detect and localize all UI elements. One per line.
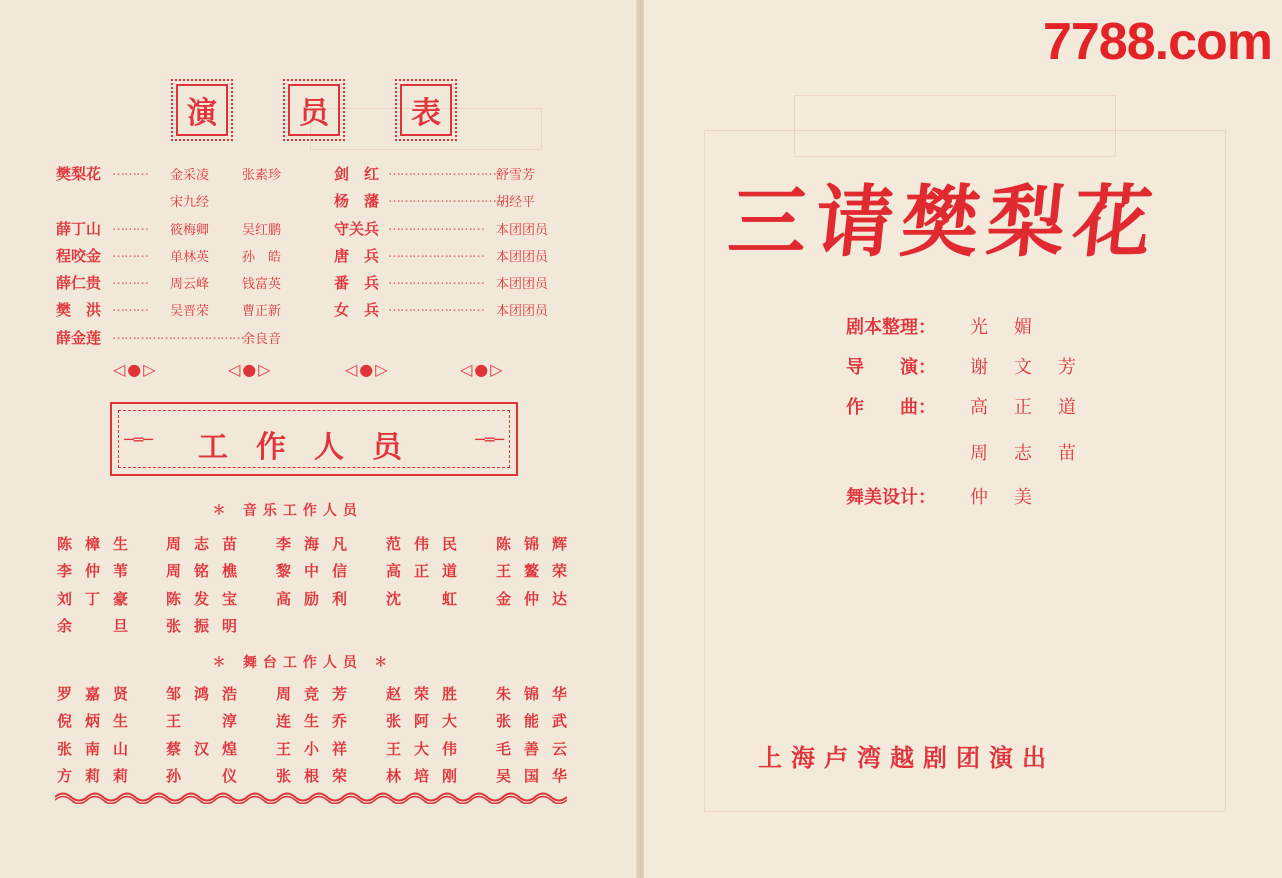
bullet-icon: ✽ xyxy=(212,503,243,519)
staff-name: 倪炳生 xyxy=(57,712,142,730)
cast-actor: 本团团员 xyxy=(496,250,549,265)
staff-name: 高正道 xyxy=(386,562,471,580)
staff-name: 刘丁豪 xyxy=(57,590,142,608)
bullet-icon: ✽ xyxy=(362,655,394,671)
staff-name: 沈 虹 xyxy=(386,590,471,608)
left-page xyxy=(0,0,640,878)
cast-actor: 宋九经 xyxy=(170,195,210,210)
staff-name: 王 淳 xyxy=(166,712,251,730)
staff-name: 罗嘉贤 xyxy=(57,685,142,703)
staff-name: 张振明 xyxy=(166,617,251,635)
staff-name: 赵荣胜 xyxy=(386,685,471,703)
leader-dots: …………………………… xyxy=(112,328,244,343)
cast-role: 樊 洪 xyxy=(56,301,102,319)
cast-actor: 钱富英 xyxy=(242,277,282,292)
leader-dots: …………………… xyxy=(388,219,484,234)
ornament-divider: ◁●▷ xyxy=(113,360,158,379)
cast-role: 守关兵 xyxy=(334,220,380,238)
leader-dots: …………………… xyxy=(388,300,484,315)
staff-name: 张根荣 xyxy=(276,767,361,785)
staff-name: 金仲达 xyxy=(496,590,581,608)
credit-label: 剧本整理： xyxy=(846,317,936,338)
music-staff-heading: ✽ 音乐工作人员 xyxy=(212,503,363,519)
credit-name: 光媚 xyxy=(970,317,1058,338)
staff-name: 王大伟 xyxy=(386,740,471,758)
bullet-icon: ✽ xyxy=(212,655,243,671)
cast-actor: 本团团员 xyxy=(496,277,549,292)
stage-staff-heading: ✽ 舞台工作人员 ✽ xyxy=(212,655,394,671)
cast-actor: 曹正新 xyxy=(242,304,282,319)
staff-name: 周铭樵 xyxy=(166,562,251,580)
staff-name: 高励利 xyxy=(276,590,361,608)
credit-name: 仲美 xyxy=(970,487,1058,508)
watermark-logo: 7788.com xyxy=(1042,13,1272,71)
cast-role: 女 兵 xyxy=(334,301,380,319)
cast-actor: 孙 皓 xyxy=(242,250,282,265)
leader-dots: ………………………… xyxy=(388,191,508,206)
cast-role: 薛仁贵 xyxy=(56,274,102,292)
staff-name: 邹鸿浩 xyxy=(166,685,251,703)
cast-actor: 筱梅卿 xyxy=(170,223,210,238)
ornament-divider: ◁●▷ xyxy=(228,360,273,379)
credit-label: 导 演： xyxy=(846,357,936,378)
cast-actor: 金采凌 xyxy=(170,168,210,183)
staff-name: 范伟民 xyxy=(386,535,471,553)
leader-dots: ……… xyxy=(112,300,148,315)
leader-dots: ………………………… xyxy=(388,164,508,179)
staff-name: 吴国华 xyxy=(496,767,581,785)
ornament-divider: ◁●▷ xyxy=(460,360,505,379)
cast-actor: 本团团员 xyxy=(496,304,549,319)
staff-name: 周志苗 xyxy=(166,535,251,553)
staff-name: 陈锦辉 xyxy=(496,535,581,553)
staff-name: 李仲苇 xyxy=(57,562,142,580)
cast-actor: 吴晋荣 xyxy=(170,304,210,319)
leader-dots: ……… xyxy=(112,219,148,234)
cast-role: 番 兵 xyxy=(334,274,380,292)
leader-dots: …………………… xyxy=(388,273,484,288)
cast-role: 唐 兵 xyxy=(334,247,380,265)
staff-name: 张南山 xyxy=(57,740,142,758)
cast-role: 薛金莲 xyxy=(56,329,102,347)
credit-label: 作 曲： xyxy=(846,397,936,418)
staff-name: 蔡汉煌 xyxy=(166,740,251,758)
cast-actor: 吴红鹏 xyxy=(242,223,282,238)
staff-title-frame xyxy=(110,402,518,476)
play-title: 三请樊梨花 xyxy=(724,177,1165,268)
staff-name: 陈发宝 xyxy=(166,590,251,608)
leader-dots: ……… xyxy=(112,273,148,288)
troupe-name: 上海卢湾越剧团演出 xyxy=(758,743,1055,772)
cast-title-char: 表 xyxy=(400,84,452,136)
leader-dots: ……… xyxy=(112,164,148,179)
staff-name: 方莉莉 xyxy=(57,767,142,785)
frame-ornament: ─═─ xyxy=(475,430,504,449)
cast-actor: 张素珍 xyxy=(242,168,282,183)
frame-ornament: ─═─ xyxy=(124,430,153,449)
staff-name: 连生乔 xyxy=(276,712,361,730)
staff-name: 朱锦华 xyxy=(496,685,581,703)
staff-name: 张阿大 xyxy=(386,712,471,730)
staff-name: 林培刚 xyxy=(386,767,471,785)
cast-actor: 单林英 xyxy=(170,250,210,265)
wave-border xyxy=(55,790,567,804)
cast-actor: 胡经平 xyxy=(496,195,536,210)
credit-name: 高正道 xyxy=(970,397,1102,418)
ornament-divider: ◁●▷ xyxy=(345,360,390,379)
staff-name: 王鳌荣 xyxy=(496,562,581,580)
staff-name: 王小祥 xyxy=(276,740,361,758)
cast-role: 杨 藩 xyxy=(334,192,380,210)
staff-name: 陈樟生 xyxy=(57,535,142,553)
cast-role: 程咬金 xyxy=(56,247,102,265)
staff-name: 孙 仪 xyxy=(166,767,251,785)
cast-actor: 本团团员 xyxy=(496,223,549,238)
cast-role: 樊梨花 xyxy=(56,165,102,183)
cast-role: 剑 红 xyxy=(334,165,380,183)
cast-role: 薛丁山 xyxy=(56,220,102,238)
cast-actor: 周云峰 xyxy=(170,277,210,292)
staff-title: 工作人员 xyxy=(198,430,430,465)
cast-title-char: 演 xyxy=(176,84,228,136)
leader-dots: …………………… xyxy=(388,246,484,261)
credit-name: 谢文芳 xyxy=(970,357,1102,378)
staff-name: 毛善云 xyxy=(496,740,581,758)
staff-name: 余 旦 xyxy=(57,617,142,635)
staff-name: 张能武 xyxy=(496,712,581,730)
credit-name: 周志苗 xyxy=(970,443,1102,464)
cast-actor: 舒雪芳 xyxy=(496,168,536,183)
credit-label: 舞美设计： xyxy=(846,487,936,508)
staff-name: 李海凡 xyxy=(276,535,361,553)
cast-actor: 余良音 xyxy=(242,332,282,347)
staff-name: 周竞芳 xyxy=(276,685,361,703)
staff-name: 黎中信 xyxy=(276,562,361,580)
cast-title-char: 员 xyxy=(288,84,340,136)
leader-dots: ……… xyxy=(112,246,148,261)
